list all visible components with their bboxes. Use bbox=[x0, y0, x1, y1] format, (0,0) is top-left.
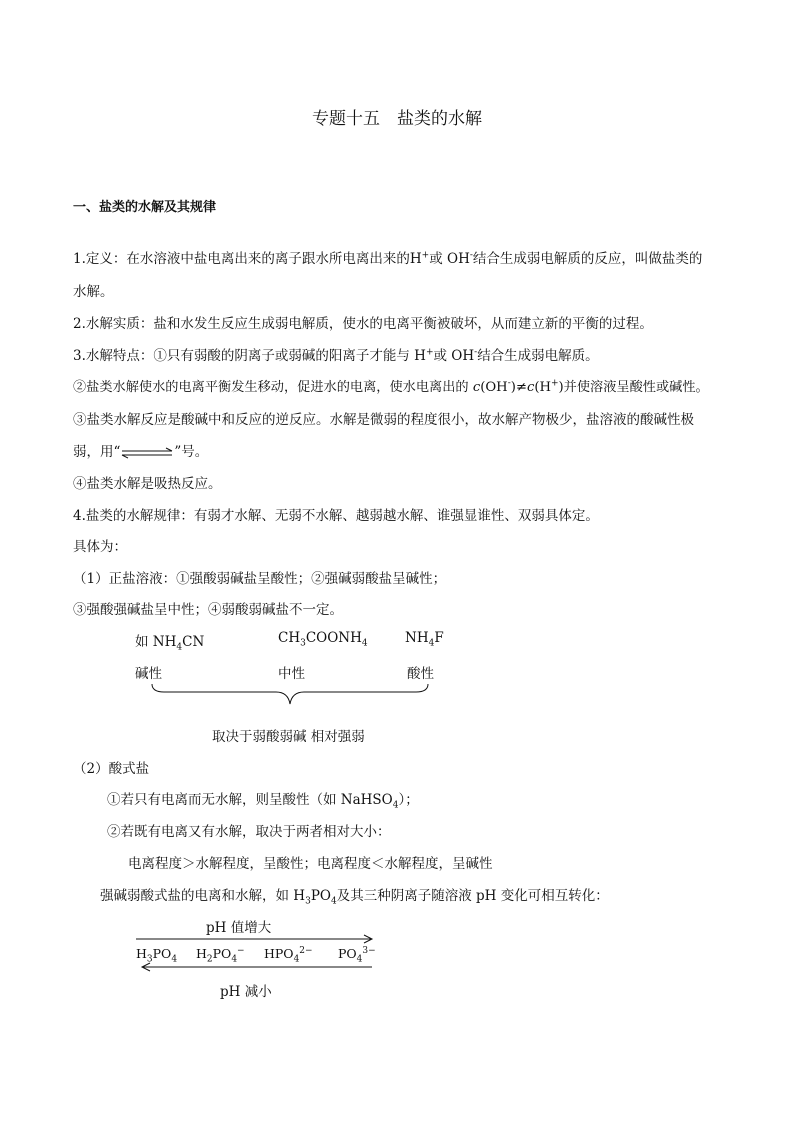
text: 4 bbox=[356, 954, 363, 965]
text: 4 bbox=[330, 896, 337, 907]
text: 4 bbox=[361, 638, 368, 649]
text: 4 bbox=[428, 638, 435, 649]
text: - bbox=[474, 347, 478, 358]
text: + bbox=[550, 378, 559, 389]
text: 4 bbox=[293, 954, 300, 965]
text: 结合生成弱电解质的反应，叫做盐类的 bbox=[472, 251, 703, 267]
text: ①若只有电离而无水解，则呈酸性（如 NaHSO bbox=[107, 792, 393, 808]
text: − bbox=[237, 945, 245, 956]
text: ”号。 bbox=[174, 444, 209, 460]
text: 4 bbox=[231, 954, 238, 965]
salt-property-basic: 碱性 bbox=[135, 666, 162, 682]
text: 强碱弱酸式盐的电离和水解，如 H bbox=[100, 888, 306, 904]
left-arrow-icon bbox=[138, 962, 378, 972]
normal-salt-line-2: ③强酸强碱盐呈中性；④弱酸弱碱盐不一定。 bbox=[73, 602, 343, 618]
features-paragraph bbox=[73, 344, 599, 364]
definition-line-2: 水解。 bbox=[73, 284, 114, 300]
salt-example-nh4f bbox=[405, 630, 444, 649]
text: H bbox=[196, 946, 207, 961]
text: c bbox=[526, 380, 535, 395]
salt-property-acidic: 酸性 bbox=[407, 666, 434, 682]
text: 或 OH bbox=[429, 251, 470, 267]
h3po4-paragraph bbox=[100, 884, 609, 907]
acid-salt-point-2: ②若既有电离又有水解，取决于两者相对大小： bbox=[107, 824, 391, 840]
text: + bbox=[425, 347, 434, 358]
salt-example-nh4cn bbox=[135, 630, 205, 653]
text: (H bbox=[534, 380, 551, 395]
text: CN bbox=[182, 634, 205, 650]
text: 及其三种阴离子随溶液 pH 变化可相互转化： bbox=[336, 888, 609, 904]
text: ②盐类水解使水的电离平衡发生移动，促进水的电离，使水电离出的 bbox=[73, 380, 473, 395]
specifics-label: 具体为： bbox=[73, 539, 127, 555]
text: 3 bbox=[305, 896, 311, 907]
text: H bbox=[136, 946, 147, 961]
text: 3.水解特点：①只有弱酸的阴离子或弱碱的阳离子才能与 H bbox=[73, 348, 426, 364]
ph-decrease-label: pH 减小 bbox=[220, 984, 272, 1000]
text: ）； bbox=[398, 792, 419, 808]
species-hpo4 bbox=[264, 945, 313, 965]
text: PO bbox=[152, 946, 172, 961]
text: H bbox=[409, 251, 422, 267]
text: PO bbox=[212, 946, 232, 961]
text: 或 OH bbox=[433, 348, 475, 364]
text: NH bbox=[405, 630, 429, 646]
acid-salt-heading: （2）酸式盐 bbox=[73, 761, 150, 777]
text: )并使溶液呈酸性或碱性。 bbox=[558, 380, 709, 395]
text: c bbox=[472, 380, 481, 395]
text: COONH bbox=[305, 630, 362, 646]
text: 2− bbox=[299, 945, 313, 956]
acid-salt-comparison: 电离程度＞水解程度，呈酸性；电离程度＜水解程度，呈碱性 bbox=[128, 856, 493, 872]
text: 结合生成弱电解质。 bbox=[477, 348, 599, 364]
text: 3− bbox=[362, 945, 376, 956]
text: 4 bbox=[171, 954, 178, 965]
salt-example-ch3coonh4 bbox=[278, 630, 368, 649]
feature-4-paragraph: ④盐类水解是吸热反应。 bbox=[73, 476, 222, 492]
text: 3 bbox=[146, 954, 153, 965]
text: 2 bbox=[206, 954, 213, 965]
feature-3-line-2 bbox=[73, 440, 208, 460]
page-title: 专题十五 盐类的水解 bbox=[312, 109, 482, 129]
text: PO bbox=[310, 888, 331, 904]
text: 如 bbox=[135, 634, 153, 650]
text: 弱，用“ bbox=[73, 444, 121, 460]
text: PO bbox=[338, 946, 357, 961]
brace-note: 取决于弱酸弱碱 相对强弱 bbox=[212, 729, 365, 745]
normal-salt-line-1: （1）正盐溶液：①强酸弱碱盐呈酸性；②强碱弱酸盐呈碱性； bbox=[73, 571, 447, 587]
section-heading: 一、盐类的水解及其规律 bbox=[73, 200, 217, 215]
text: 1.定义：在水溶液中盐电离出来的离子跟水所电离出来的 bbox=[73, 251, 410, 267]
text: 4 bbox=[392, 800, 399, 811]
species-po4 bbox=[338, 945, 376, 965]
text: - bbox=[507, 378, 511, 389]
text: + bbox=[421, 250, 430, 261]
ph-increase-label: pH 值增大 bbox=[206, 920, 272, 936]
text: )≠ bbox=[510, 380, 527, 395]
text: 3 bbox=[300, 638, 306, 649]
curly-brace-icon bbox=[150, 682, 430, 708]
essence-paragraph: 2.水解实质：盐和水发生反应生成弱电解质，使水的电离平衡被破坏，从而建立新的平衡的过程。 bbox=[73, 316, 653, 332]
text: 4 bbox=[176, 642, 183, 653]
species-h3po4 bbox=[136, 946, 178, 965]
definition-paragraph bbox=[73, 247, 702, 267]
text: NH bbox=[152, 634, 177, 650]
right-arrow-icon bbox=[136, 934, 376, 944]
salt-property-neutral: 中性 bbox=[278, 666, 305, 682]
feature-3-line-1: ③盐类水解反应是酸碱中和反应的逆反应。水解是微弱的程度很小，故水解产物极少，盐溶液的酸碱性极 bbox=[73, 412, 694, 428]
acid-salt-point-1 bbox=[107, 788, 419, 811]
text: (OH bbox=[480, 380, 508, 395]
text: - bbox=[469, 250, 473, 261]
feature-2-paragraph bbox=[73, 376, 709, 395]
species-h2po4 bbox=[196, 945, 245, 965]
rules-paragraph: 4.盐类的水解规律：有弱才水解、无弱不水解、越弱越水解、谁强显谁性、双弱具体定。 bbox=[73, 508, 599, 524]
text: CH bbox=[278, 630, 301, 646]
text: F bbox=[434, 630, 444, 646]
text: HPO bbox=[264, 946, 294, 961]
reversible-arrow-icon bbox=[120, 447, 174, 459]
